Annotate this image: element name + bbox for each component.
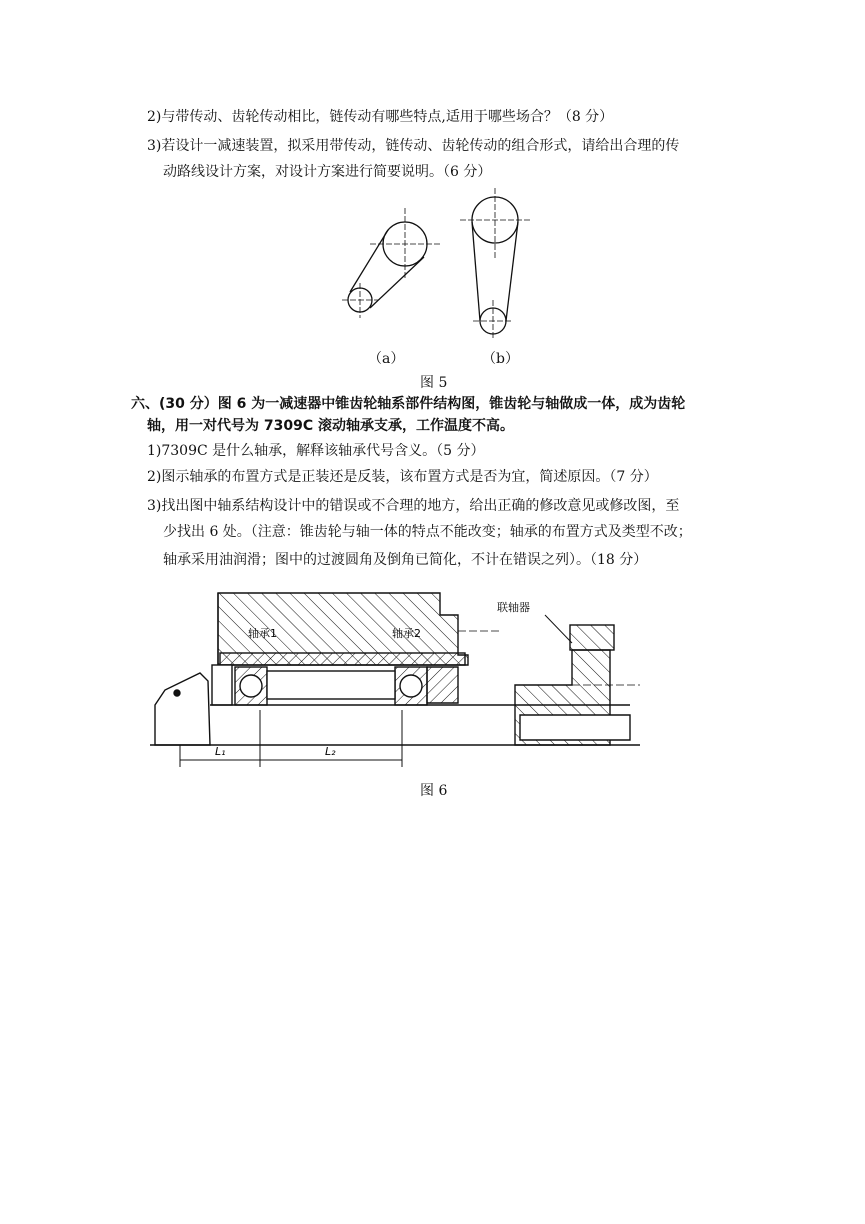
- gear-center-mark: [174, 690, 180, 696]
- figure-5-diagram: [330, 188, 550, 348]
- figure-5a-label: （a）: [368, 351, 405, 367]
- bearing-1-label: 轴承1: [248, 627, 277, 640]
- figure-5b-belt-drive: [460, 188, 530, 340]
- right-end-cap: [427, 667, 458, 703]
- left-flange: [212, 665, 232, 705]
- bearing-sleeve: [220, 653, 465, 665]
- figure-6-shaft-assembly: [140, 585, 650, 775]
- figure-5b-label: （b）: [482, 351, 519, 367]
- question-6-3-line3: 轴承采用油润滑；图中的过渡圆角及倒角已简化，不计在错误之列）。（18 分）: [163, 552, 648, 568]
- shaft-section: [267, 671, 395, 699]
- bearing-1: [235, 667, 267, 705]
- section-6-heading-line1: 六、(30 分）图 6 为一减速器中锥齿轮轴系部件结构图，锥齿轮与轴做成一体，成为齿轮: [131, 396, 686, 412]
- bevel-gear: [155, 673, 210, 745]
- coupling-label: 联轴器: [497, 601, 530, 614]
- figure-5-caption: 图 5: [420, 375, 448, 391]
- question-6-3-line1: 3)找出图中轴系结构设计中的错误或不合理的地方，给出正确的修改意见或修改图，至: [147, 498, 680, 514]
- bearing-2: [395, 667, 427, 705]
- dimension-l2: L₂: [325, 745, 336, 758]
- bearing-2-label: 轴承2: [392, 627, 421, 640]
- question-6-2: 2)图示轴承的布置方式是正装还是反装，该布置方式是否为宜，简述原因。（7 分）: [147, 469, 658, 485]
- question-5-3-line1: 3)若设计一减速装置，拟采用带传动，链传动、齿轮传动的组合形式，请给出合理的传: [147, 138, 680, 154]
- question-6-1: 1)7309C 是什么轴承，解释该轴承代号含义。（5 分）: [147, 443, 485, 459]
- question-6-3-line2: 少找出 6 处。（注意：锥齿轮与轴一体的特点不能改变；轴承的布置方式及类型不改；: [163, 524, 692, 540]
- section-6-heading-line2: 轴，用一对代号为 7309C 滚动轴承支承，工作温度不高。: [147, 418, 514, 434]
- figure-6-caption: 图 6: [420, 783, 448, 799]
- question-5-3-line2: 动路线设计方案，对设计方案进行简要说明。（6 分）: [163, 164, 492, 180]
- question-5-2: 2)与带传动、齿轮传动相比，链传动有哪些特点,适用于哪些场合？（8 分）: [147, 109, 614, 125]
- figure-5a-belt-drive: [342, 208, 440, 318]
- dimension-l1: L₁: [215, 745, 226, 758]
- dimension-lines: [180, 710, 402, 767]
